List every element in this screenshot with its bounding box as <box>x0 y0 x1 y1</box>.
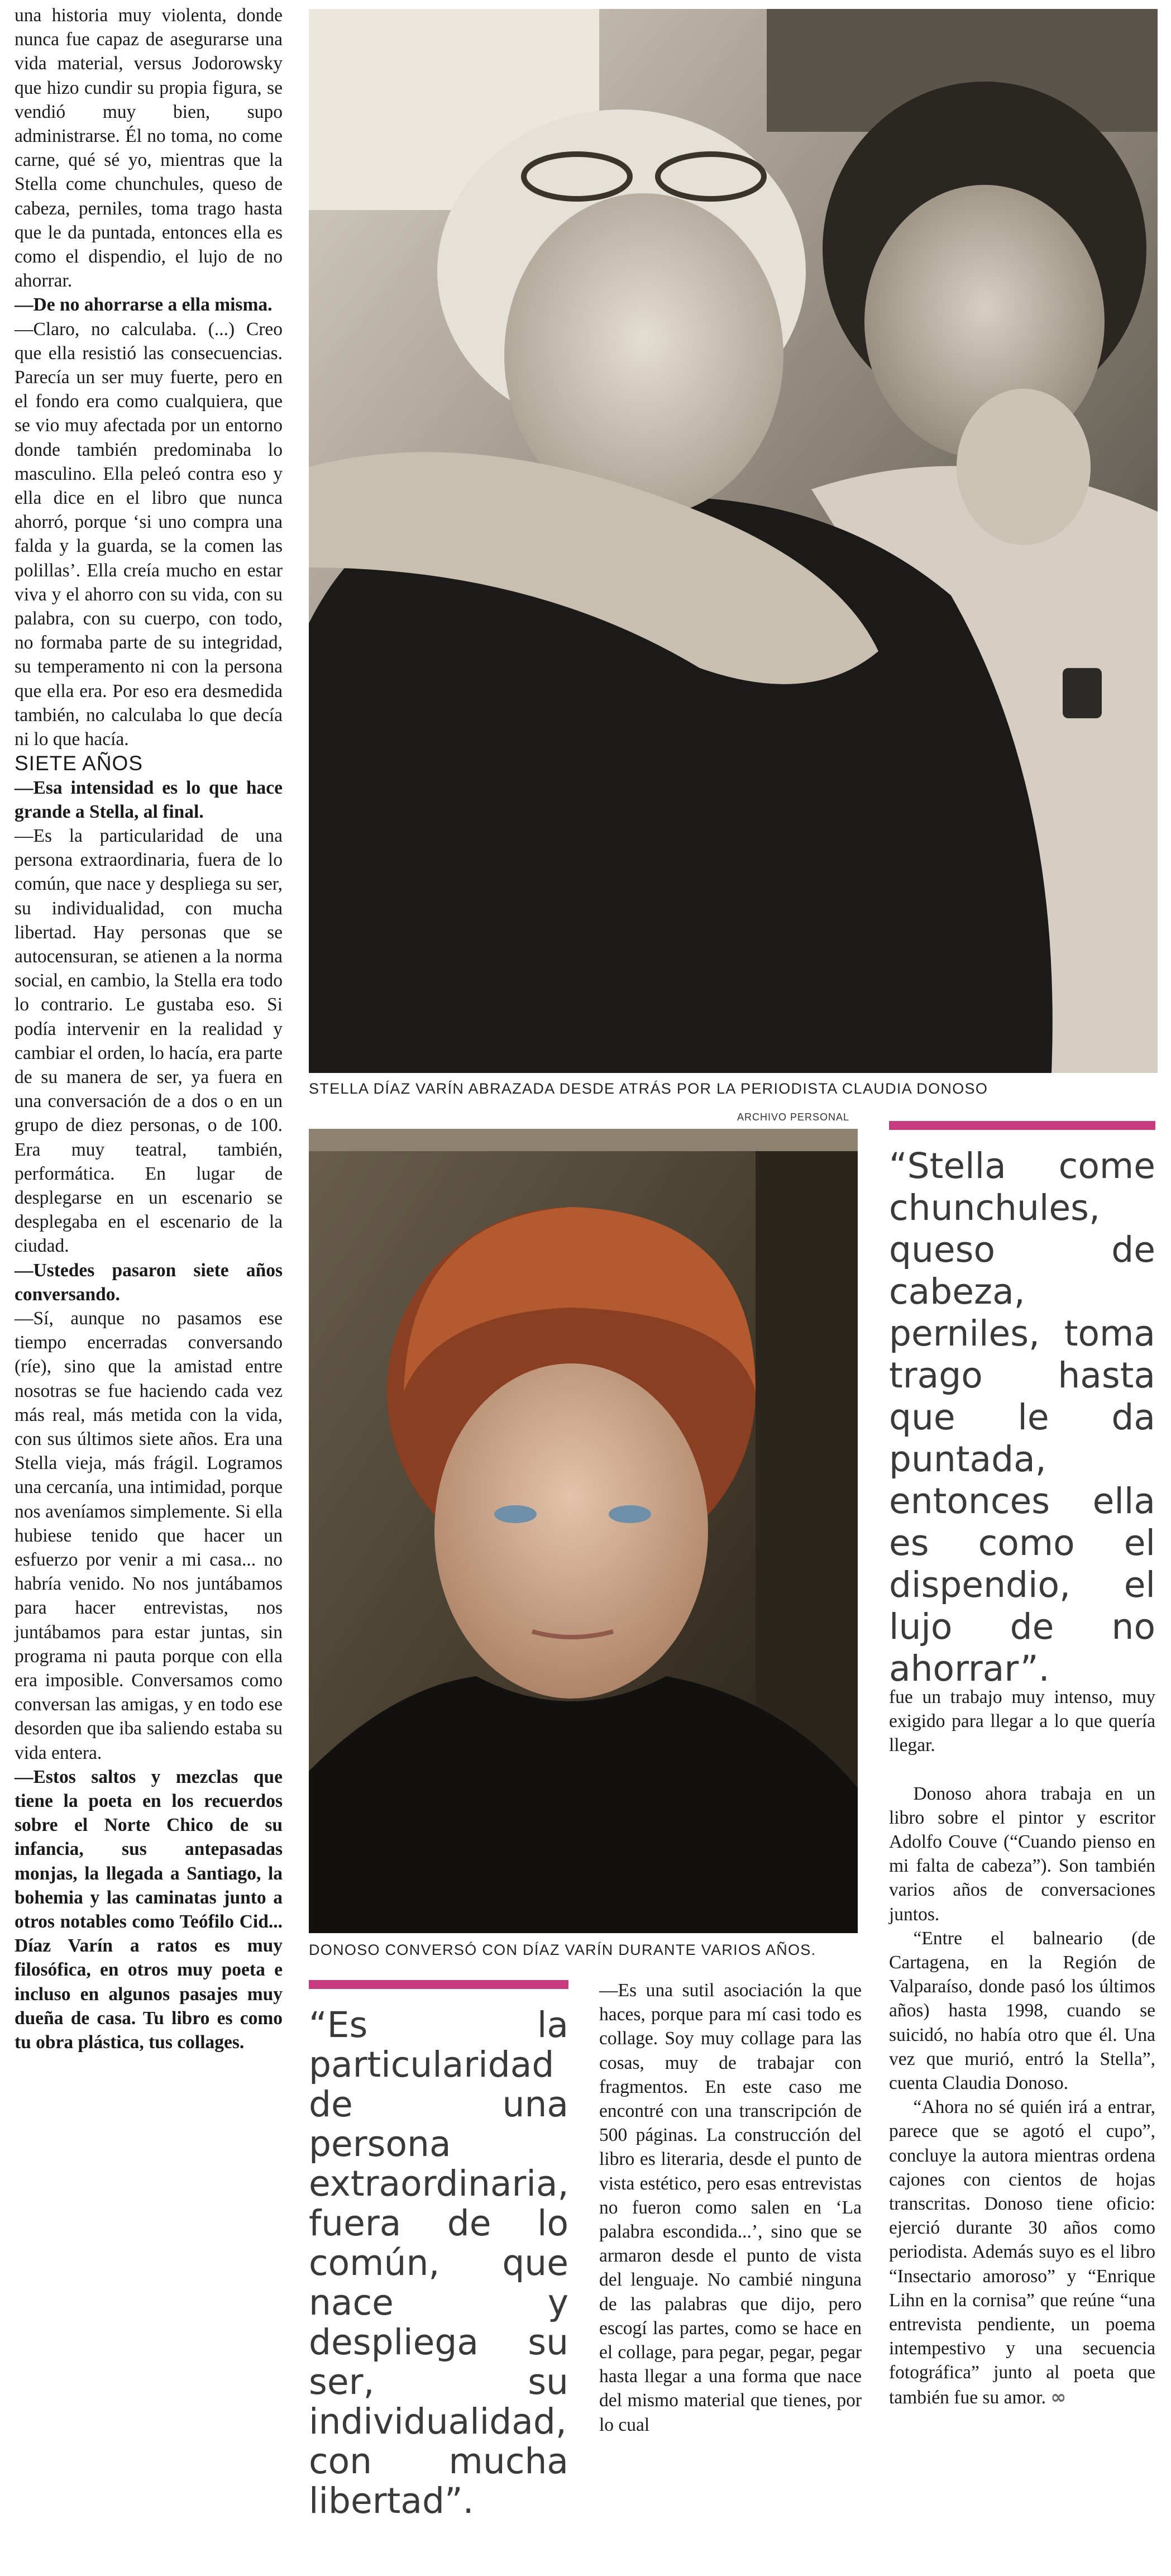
interview-question: —De no ahorrarse a ella misma. <box>15 294 273 316</box>
paragraph: fue un trabajo muy intenso, muy exigido para llegar a lo que quería llegar. <box>889 1687 1155 1756</box>
interview-answer: —Es una sutil asociación la que haces, porque para mí casi todo es collage. Soy muy collage para las cosas, muy de trabajar con fragmentos. En este caso me encontré con una transcripción de 500 páginas. La construcción del libro es literaria, desde el punto de vista estético, pero esas entrevistas no fueron como salen en ‘La palabra escondida...’, sino que se armaron desde el punto de vista del lenguaje. No cambié ninguna de las palabras que dijo, pero escogí las partes, como se hace en el collage, para pegar, pegar, pegar hasta llegar a una forma que nace del mismo material que tienes, por lo cual <box>599 1980 862 2435</box>
pullquote-1 <box>889 1145 1155 1690</box>
interview-question: —Esa intensidad es lo que hace grande a Stella, al final. <box>15 777 283 822</box>
section-subhead: SIETE AÑOS <box>15 752 144 775</box>
paragraph: “Entre el balneario (de Cartagena, en la Región de Valparaíso, donde pasó los últimos años) hasta 1998, cuando se suicidó, no había otro que él. Una vez que murió, entró la Stella”, cuenta Claudia Donoso. <box>889 1928 1155 2094</box>
article-column-3 <box>599 1978 862 2437</box>
photo-caption: STELLA DÍAZ VARÍN ABRAZADA DESDE ATRÁS POR LA PERIODISTA CLAUDIA DONOSO <box>309 1080 988 1097</box>
photo-credit: ARCHIVO PERSONAL <box>737 1112 850 1123</box>
interview-question: —Estos saltos y mezclas que tiene la poeta en los recuerdos sobre el Norte Chico de su infancia, sus antepasadas monjas, la llegada a Santiago, la bohemia y las caminatas junto a otros notables como Teófilo Cid... Díaz Varín a ratos es muy filosófica, en otros muy poeta e incluso en algunos pasajes muy dueña de casa. Tu libro es como tu obra plástica, tus collages. <box>15 1766 283 2053</box>
interview-question: —Ustedes pasaron siete años conversando. <box>15 1260 283 1305</box>
pullquote-text: “Stella come chunchules, queso de cabeza, perniles, toma trago hasta que le da puntada, entonces ella es como el dispendio, el lujo de no ahorrar”. <box>889 1146 1155 1689</box>
interview-answer: —Sí, aunque no pasamos ese tiempo encerradas conversando (ríe), sino que la amistad entre nosotras se fue haciendo cada vez más real, más metida con la vida, con sus últimos siete años. Era una Stella vieja, más frágil. Logramos una cercanía, una intimidad, porque nos aveníamos simplemente. Si ella hubiese tenido que hacer un esfuerzo por venir a mi casa... no habría venido. No nos juntábamos para hacer entrevistas, nos juntábamos para estar juntas, sin programa ni pauta porque con ella era imposible. Conversamos como conversan las amigas, y en todo ese desorden que iba saliendo estaba su vida entera. <box>15 1308 283 1763</box>
pullquote-accent-bar <box>889 1121 1155 1130</box>
photo-stella-and-claudia <box>309 9 1158 1073</box>
end-mark-icon: ∞ <box>1050 2386 1067 2408</box>
pullquote-text: “Es la particularidad de una persona extraordinaria, fuera de lo común, que nace y despliega su ser, su individualidad, con mucha libertad”. <box>309 2005 569 2521</box>
pullquote-accent-bar <box>309 1980 568 1989</box>
paragraph: una historia muy violenta, donde nunca fue capaz de asegurarse una vida material, versus Jodorowsky que hizo cundir su propia figura, se vendió muy bien, supo administrarse. Él no toma, no come carne, qué sé yo, mientras que la Stella come chunchules, queso de cabeza, perniles, toma trago hasta que le da puntada, entonces ella es como el dispendio, el lujo de no ahorrar. <box>15 5 283 292</box>
paragraph-text: “Ahora no sé quién irá a entrar, parece que se agotó el cupo”, concluye la autora mientras ordena cajones con cientos de hojas transcritas. Donoso tiene oficio: ejerció durante 30 años como periodista. Además suyo es el libro “Insectario amoroso” y “Enrique Lihn en la cornisa” que reúne “una entrevista pendiente, un poema intempestivo y una secuencia fotográfica” junto al poeta que también fue su amor. <box>889 2097 1155 2408</box>
article-column-4 <box>889 1685 1155 2410</box>
article-column-1 <box>15 3 283 2054</box>
interview-answer: —Es la particularidad de una persona extraordinaria, fuera de lo común, que nace y despliega su ser, su individualidad, con mucha libertad. Hay personas que se autocensuran, se atienen a la norma social, en cambio, la Stella era todo lo contrario. Le gustaba eso. Si podía intervenir en la realidad y cambiar el orden, lo hacía, era parte de su manera de ser, ya fuera en una conversación de a dos o en un grupo de diez personas, o de 100. Era muy teatral, también, performática. En lugar de desplegarse en un escenario se desplegaba en el escenario de la ciudad. <box>15 825 283 1257</box>
photo-caption: DONOSO CONVERSÓ CON DÍAZ VARÍN DURANTE VARIOS AÑOS. <box>309 1941 816 1958</box>
pullquote-2 <box>309 2005 568 2521</box>
paragraph <box>889 2095 1155 2410</box>
photo-claudia-donoso-portrait <box>309 1129 858 1933</box>
interview-answer: —Claro, no calculaba. (...) Creo que ella resistió las consecuencias. Parecía un ser muy fuerte, pero en el fondo era como cualquiera, que se vio muy afectada por un entorno donde también predominaba lo masculino. Ella peleó contra eso y ella dice en el libro que nunca ahorró, porque ‘si uno compra una falda y la guarda, se la comen las polillas’. Ella creía mucho en estar viva y el ahorro con su vida, con su palabra, con su cuerpo, con todo, no formaba parte de su integridad, su temperamento ni con la persona que ella era. Por eso era desmedida también, no calculaba lo que decía ni lo que hacía. <box>15 318 283 750</box>
paragraph: Donoso ahora trabaja en un libro sobre el pintor y escritor Adolfo Couve (“Cuando pienso en mi falta de cabeza”). Son también varios años de conversaciones juntos. <box>889 1783 1155 1925</box>
